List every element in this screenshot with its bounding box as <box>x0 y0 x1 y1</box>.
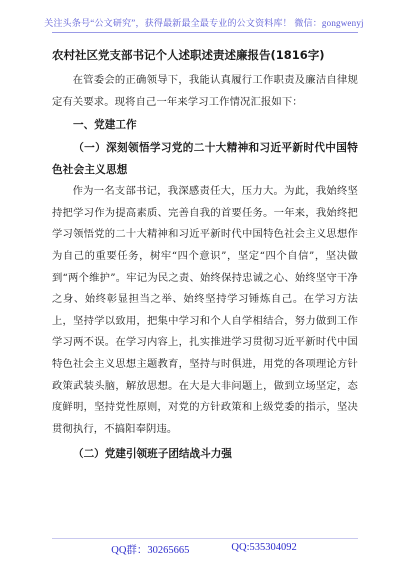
section-heading-party-building: 一、党建工作 <box>73 119 137 132</box>
document-title: 农村社区党支部书记个人述职述责述廉报告(1816字) <box>52 48 325 62</box>
subsection-heading-team: （二）党建引领班子团结战斗力强 <box>73 448 232 461</box>
document-body <box>52 44 358 466</box>
footer-divider <box>52 538 358 539</box>
subsection-heading-study: （一）深刻领悟学习党的二十大精神和习近平新时代中国特色社会主义思想 <box>52 142 358 177</box>
study-paragraph: 作为一名支部书记，我深感责任大，压力大。为此，我始终坚持把学习作为提高素质、完善自我的首要任务。一年来，我始终把学习领悟党的二十大精神和习近平新时代中国特色社会主义思想作为自己的重要任务，树牢“四个意识”，坚定“四个自信”，坚决做到“两个维护”。牢记为民之责、始终保持忠诚之心、始终坚守干净之身、始终彰显担当之举、始终坚持学习锤炼自己。在学习方法上，坚持学以致用，把集中学习和个人自学相结合，努力做到工作学习两不误。在学习内容上，扎实推进学习贯彻习近平新时代中国特色社会主义思想主题教育，坚持与时俱进，用党的各项理论方针政策武装头脑，解放思想。在大是大非问题上，做到立场坚定，态度鲜明，坚持党性原则，对党的方针政策和上级党委的指示，坚决贯彻执行，不搞阳奉阴违。 <box>52 185 358 435</box>
footer-qq-group: QQ群：30265665 <box>111 545 190 556</box>
header-promo-note: 关注头条号“公文研究”，获得最新最全最专业的公文资料库！ 微信：gongwenyj <box>44 18 364 28</box>
footer-qq: QQ:535304092 <box>231 542 297 553</box>
intro-paragraph: 在管委会的正确领导下，我能认真履行工作职责及廉洁自律规定有关要求。现将自己一年来学习工作情况汇报如下： <box>52 74 358 108</box>
footer-contact <box>0 542 408 557</box>
header-divider <box>52 32 358 33</box>
